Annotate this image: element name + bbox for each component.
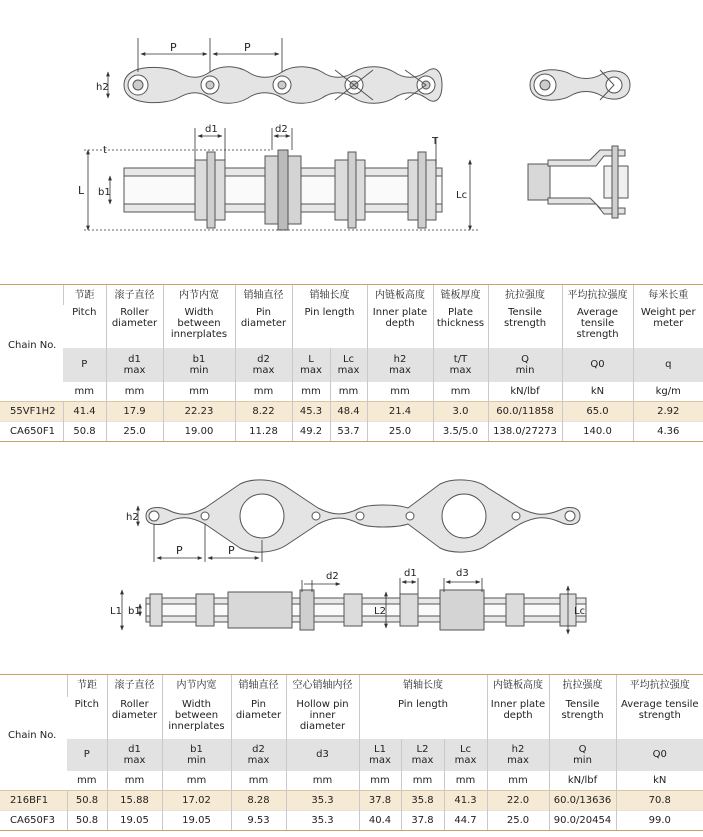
table1-col-en: Pin diameter xyxy=(235,305,292,348)
table2-unit: mm xyxy=(359,771,401,791)
table2-unit-row xyxy=(0,771,703,791)
table1-col-cn: 每米长重 xyxy=(633,285,703,305)
table2-sym xyxy=(107,739,162,771)
table-cell: 8.22 xyxy=(235,402,292,422)
table2-unit: mm xyxy=(487,771,549,791)
chain-number: CA650F3 xyxy=(0,811,67,831)
table2-sym xyxy=(231,739,286,771)
table2-col-en: Pin length xyxy=(359,697,487,739)
table-cell: 44.7 xyxy=(444,811,487,831)
table2-col-en: Width between innerplates xyxy=(162,697,231,739)
fig2-pitch-label-1: P xyxy=(176,544,183,557)
table1-unit: kg/m xyxy=(633,382,703,402)
chain-attachment-side-view xyxy=(146,480,580,552)
table1-sym-sub: max xyxy=(337,364,360,376)
table1-unit: mm xyxy=(433,382,488,402)
table1-sym-text: d2 xyxy=(257,353,270,365)
table1-col-cn: 抗拉强度 xyxy=(488,285,562,305)
table1-sym-text: h2 xyxy=(393,353,407,365)
table2-col-cn: 抗拉强度 xyxy=(549,675,616,697)
table2-unit: mm xyxy=(231,771,286,791)
table2-sym-text: Q0 xyxy=(652,749,667,760)
table-row xyxy=(0,791,703,811)
table-cell: 4.36 xyxy=(633,422,703,442)
table-cell: 140.0 xyxy=(562,422,633,442)
table2-sym xyxy=(162,739,231,771)
table-cell: 19.00 xyxy=(163,422,235,442)
table2-sym-text: Q xyxy=(578,743,587,755)
table2-col-cn: 内链板高度 xyxy=(487,675,549,697)
fig1-d1-label: d1 xyxy=(205,124,218,135)
table1-col-cn: 链板厚度 xyxy=(433,285,488,305)
table2-sym-text: d2 xyxy=(252,743,265,755)
table-cell: 90.0/20454 xyxy=(549,811,616,831)
table-cell: 3.0 xyxy=(433,402,488,422)
table1-sym xyxy=(63,348,106,382)
figure-2-drawing xyxy=(0,462,703,674)
table2-unit: kN/lbf xyxy=(549,771,616,791)
table-cell: 41.4 xyxy=(63,402,106,422)
table2-sym-text: d3 xyxy=(316,749,329,760)
table1-sym xyxy=(106,348,163,382)
table-cell: 50.8 xyxy=(63,422,106,442)
table1-sym xyxy=(488,348,562,382)
table1-col-cn: 滚子直径 xyxy=(106,285,163,305)
table1-sym xyxy=(330,348,367,382)
table1-col-en: Weight per meter xyxy=(633,305,703,348)
table-cell: 45.3 xyxy=(292,402,330,422)
chain-side-view xyxy=(124,67,442,104)
table-row xyxy=(0,811,703,831)
table1-sym-sub: max xyxy=(300,364,322,376)
table1-col-cn: 节距 xyxy=(63,285,106,305)
table2-col-en: Inner plate depth xyxy=(487,697,549,739)
table1-col-en: Plate thickness xyxy=(433,305,488,348)
table1-col-cn: 销轴直径 xyxy=(235,285,292,305)
table-cell: 35.3 xyxy=(286,791,359,811)
spec-table-2 xyxy=(0,674,703,831)
table2-sym xyxy=(444,739,487,771)
table1-sym-text: d1 xyxy=(128,353,141,365)
table1-sym xyxy=(163,348,235,382)
table2-row-label: Chain No. xyxy=(0,675,67,791)
table2-unit: mm xyxy=(401,771,444,791)
chain-number: 216BF1 xyxy=(0,791,67,811)
chain-attachment-top-view xyxy=(146,590,586,630)
fig2-d3-label: d3 xyxy=(456,568,469,579)
table1-header-cn-row xyxy=(0,285,703,305)
chain-end-top-view xyxy=(528,146,628,218)
table1-unit: mm xyxy=(163,382,235,402)
table2-sym-sub: max xyxy=(454,754,477,766)
table2-col-cn: 内节内宽 xyxy=(162,675,231,697)
table1-unit: mm xyxy=(367,382,433,402)
table2-col-en: Pin diameter xyxy=(231,697,286,739)
table-cell: 25.0 xyxy=(487,811,549,831)
table-cell: 21.4 xyxy=(367,402,433,422)
table1-header-en-row xyxy=(0,305,703,348)
table-row xyxy=(0,402,703,422)
table1-unit: mm xyxy=(292,382,330,402)
table2-unit: mm xyxy=(107,771,162,791)
table1-col-en: Inner plate depth xyxy=(367,305,433,348)
table2-sym-text: b1 xyxy=(190,743,203,755)
fig2-Lc-label: Lc xyxy=(574,606,586,617)
table1-col-cn: 内节内宽 xyxy=(163,285,235,305)
table1-sym-sub: max xyxy=(449,364,472,376)
table2-col-en: Hollow pin inner diameter xyxy=(286,697,359,739)
table-cell: 35.8 xyxy=(401,791,444,811)
table1-row-label: Chain No. xyxy=(0,285,63,402)
table-cell: 49.2 xyxy=(292,422,330,442)
table2-header-en-row xyxy=(0,697,703,739)
table1-col-en: Width between innerplates xyxy=(163,305,235,348)
table1-unit: mm xyxy=(106,382,163,402)
fig1-d2-label: d2 xyxy=(275,124,288,135)
table2-sym xyxy=(401,739,444,771)
figure-2-svg xyxy=(0,462,703,674)
table2-sym xyxy=(487,739,549,771)
fig2-h2-label: h2 xyxy=(126,512,139,523)
spec-table-1 xyxy=(0,284,703,442)
table-cell: 22.23 xyxy=(163,402,235,422)
table1-col-en: Pin length xyxy=(292,305,367,348)
table2-col-en: Tensile strength xyxy=(549,697,616,739)
table2-unit: mm xyxy=(286,771,359,791)
fig1-Lc-label: Lc xyxy=(456,190,468,201)
table-cell: 60.0/13636 xyxy=(549,791,616,811)
chain-top-view xyxy=(124,150,442,230)
fig1-pitch-label-1: P xyxy=(170,41,177,54)
fig1-pitch-label-2: P xyxy=(244,41,251,54)
figure-1-drawing xyxy=(0,0,703,282)
table1-col-cn: 内链板高度 xyxy=(367,285,433,305)
table2-sym xyxy=(616,739,703,771)
table1-symbol-row xyxy=(0,348,703,382)
table1-col-cn: 销轴长度 xyxy=(292,285,367,305)
table-cell: 17.9 xyxy=(106,402,163,422)
table-cell: 65.0 xyxy=(562,402,633,422)
table1-unit: mm xyxy=(63,382,106,402)
table1-unit: kN/lbf xyxy=(488,382,562,402)
table1-sym xyxy=(562,348,633,382)
fig1-b1-label: b1 xyxy=(98,187,111,198)
table-cell: 48.4 xyxy=(330,402,367,422)
table2-sym xyxy=(67,739,107,771)
table2-sym-text: h2 xyxy=(511,743,525,755)
table-cell: 37.8 xyxy=(359,791,401,811)
table2-sym-sub: min xyxy=(187,754,206,766)
table2-sym-sub: max xyxy=(369,754,391,766)
table2-symbol-row xyxy=(0,739,703,771)
table-cell: 9.53 xyxy=(231,811,286,831)
table-cell: 99.0 xyxy=(616,811,703,831)
table1-sym-text: Lc xyxy=(342,353,355,365)
chain-number: CA650F1 xyxy=(0,422,63,442)
table1-unit: mm xyxy=(235,382,292,402)
table1-unit-row xyxy=(0,382,703,402)
table2-col-cn: 销轴直径 xyxy=(231,675,286,697)
table-cell: 25.0 xyxy=(106,422,163,442)
table1-sym xyxy=(292,348,330,382)
fig2-pitch-label-2: P xyxy=(228,544,235,557)
table-cell: 17.02 xyxy=(162,791,231,811)
table-cell: 41.3 xyxy=(444,791,487,811)
fig2-d2-label: d2 xyxy=(326,571,339,582)
table-cell: 50.8 xyxy=(67,811,107,831)
table2-sym-text: Lc xyxy=(459,743,472,755)
table-cell: 70.8 xyxy=(616,791,703,811)
table1-col-en: Pitch xyxy=(72,306,97,318)
fig2-L1-label: L1 xyxy=(110,606,122,617)
table2-col-en: Average tensile strength xyxy=(616,697,703,739)
fig2-d1-label: d1 xyxy=(404,568,417,579)
fig2-L2-label: L2 xyxy=(374,606,386,617)
table-cell: 15.88 xyxy=(107,791,162,811)
table1-unit: kN xyxy=(562,382,633,402)
fig1-h2-label: h2 xyxy=(96,82,109,93)
table-cell: 50.8 xyxy=(67,791,107,811)
table1-sym xyxy=(633,348,703,382)
table1-sym-sub: min xyxy=(515,364,535,376)
table1-sym xyxy=(235,348,292,382)
table2-unit: mm xyxy=(67,771,107,791)
table-cell: 22.0 xyxy=(487,791,549,811)
table-cell: 37.8 xyxy=(401,811,444,831)
table2-sym-sub: min xyxy=(573,754,592,766)
table2-sym-text: L2 xyxy=(416,743,429,755)
table-cell: 8.28 xyxy=(231,791,286,811)
table-cell: 2.92 xyxy=(633,402,703,422)
table1-sym-text: L xyxy=(308,353,314,365)
table-cell: 53.7 xyxy=(330,422,367,442)
table1-col-en: Roller diameter xyxy=(106,305,163,348)
table-row xyxy=(0,422,703,442)
table2-unit: kN xyxy=(616,771,703,791)
table1-sym xyxy=(367,348,433,382)
table2-col-cn: 空心销轴内径 xyxy=(286,675,359,697)
fig2-b1-label: b1 xyxy=(128,606,141,617)
fig1-t-label: t xyxy=(103,145,107,156)
table2-col-en: Pitch xyxy=(74,698,99,710)
table2-sym xyxy=(549,739,616,771)
table1-sym-text: q xyxy=(665,359,672,370)
table1-sym-text: P xyxy=(81,359,88,370)
table1-sym xyxy=(433,348,488,382)
table-cell: 3.5/5.0 xyxy=(433,422,488,442)
fig1-L-label: L xyxy=(78,184,85,197)
table-cell: 138.0/27273 xyxy=(488,422,562,442)
table-cell: 40.4 xyxy=(359,811,401,831)
table1-sym-text: Q xyxy=(521,353,529,365)
table-cell: 11.28 xyxy=(235,422,292,442)
table2-unit: mm xyxy=(444,771,487,791)
table1-sym-sub: max xyxy=(123,364,146,376)
chain-end-view xyxy=(530,70,630,100)
table2-col-cn: 节距 xyxy=(67,675,107,697)
table2-col-cn: 平均抗拉强度 xyxy=(616,675,703,697)
table2-sym-text: P xyxy=(83,749,90,760)
table1-sym-sub: max xyxy=(252,364,275,376)
table1-col-en: Average tensile strength xyxy=(562,305,633,348)
table1-col-cn: 平均抗拉强度 xyxy=(562,285,633,305)
table2-sym-sub: max xyxy=(247,754,270,766)
table1-sym-text: t/T xyxy=(453,353,468,365)
chain-number: 55VF1H2 xyxy=(0,402,63,422)
table2-col-cn: 销轴长度 xyxy=(359,675,487,697)
table1-col-en: Tensile strength xyxy=(488,305,562,348)
table2-sym xyxy=(359,739,401,771)
table-cell: 35.3 xyxy=(286,811,359,831)
table-cell: 60.0/11858 xyxy=(488,402,562,422)
table1-sym-text: Q0 xyxy=(590,359,605,370)
table2-col-cn: 滚子直径 xyxy=(107,675,162,697)
table2-header-cn-row xyxy=(0,675,703,697)
table2-sym-sub: max xyxy=(123,754,146,766)
table1-sym-text: b1 xyxy=(192,353,206,365)
table2-sym-text: L1 xyxy=(374,743,386,755)
table2-unit: mm xyxy=(162,771,231,791)
fig1-T-label: T xyxy=(432,136,439,147)
table2-sym-sub: max xyxy=(507,754,529,766)
table2-sym-sub: max xyxy=(411,754,434,766)
table-cell: 19.05 xyxy=(107,811,162,831)
table2-sym xyxy=(286,739,359,771)
table1-sym-sub: min xyxy=(189,364,209,376)
table2-col-en: Roller diameter xyxy=(107,697,162,739)
table1-sym-sub: max xyxy=(389,364,411,376)
table2-sym-text: d1 xyxy=(128,743,141,755)
table-cell: 19.05 xyxy=(162,811,231,831)
table-cell: 25.0 xyxy=(367,422,433,442)
table1-unit: mm xyxy=(330,382,367,402)
figure-1-svg xyxy=(0,0,703,282)
